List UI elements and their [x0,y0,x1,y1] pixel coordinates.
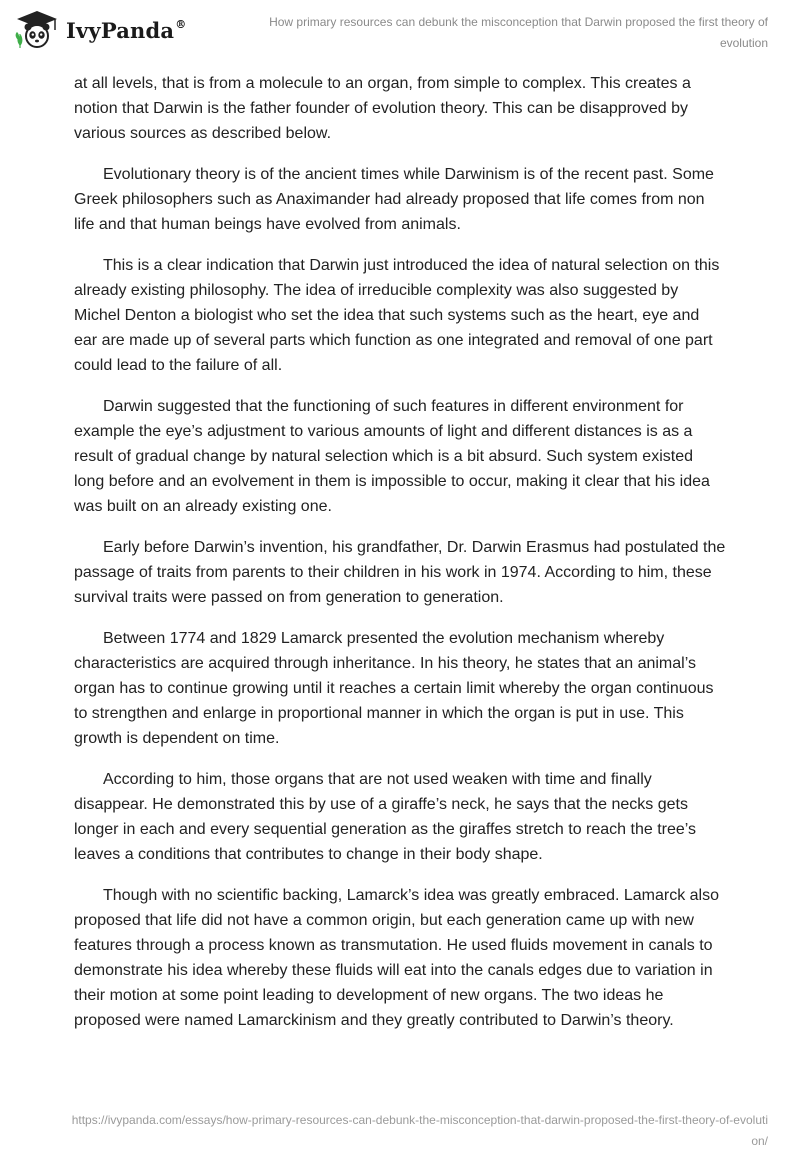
paragraph: at all levels, that is from a molecule to an organ, from simple to complex. This creates a notion that Darwin is the father founder of evolution theory. This can be disapproved by various sources as described below. [74,75,691,142]
paragraph: According to him, those organs that are not used weaken with time and finally disappear. He demonstrated this by use of a giraffe’s neck, he says that the necks gets longer in each and every sequential generation as the giraffes stretch to reach the tree’s leaves a conditions that contributes to change in their body shape. [74,771,697,863]
paragraph: Evolutionary theory is of the ancient times while Darwinism is of the recent past. Some Greek philosophers such as Anaximander had already proposed that life comes from non life and that human beings have evolved from animals. [74,166,714,233]
paragraph: This is a clear indication that Darwin just introduced the idea of natural selection on this already existing philosophy. The idea of irreducible complexity was also suggested by Michel Denton a biologist who set the idea that such systems such as the heart, eye and ear are made up of several parts which function as one integrated and removal of one part could lead to the failure of all. [74,257,720,374]
paragraph: Early before Darwin’s invention, his grandfather, Dr. Darwin Erasmus had postulated the passage of traits from parents to their children in his work in 1974. According to him, these survival traits were passed on from generation to generation. [74,539,726,606]
panda-graduate-icon [14,10,60,50]
document-title: How primary resources can debunk the misconception that Darwin proposed the first theory of evolution [269,15,768,50]
paragraph: Darwin suggested that the functioning of such features in different environment for example the eye’s adjustment to various amounts of light and different distances is as a result of gradual change by natural selection which is a bit absurd. Such system existed long before and an evolvement in them is impossible to occur, making it clear that his idea was built on an already existing one. [74,398,710,515]
logo-wordmark: IvyPanda [66,17,175,43]
source-url[interactable]: https://ivypanda.com/essays/how-primary-resources-can-debunk-the-misconception-that-darwin-proposed-the-first-theory-of-evolution/ [71,1113,768,1148]
logo[interactable] [14,10,186,50]
logo-text [66,18,186,43]
essay-body [74,71,726,1049]
registered-mark: ® [175,17,187,31]
paragraph: Between 1774 and 1829 Lamarck presented the evolution mechanism whereby characteristics are acquired through inheritance. In his theory, he states that an animal’s organ has to continue growing until it reaches a certain limit whereby the organ continuous to strengthen and enlarge in proportional manner in which the organ is put in use. This growth is dependent on time. [74,630,714,747]
paragraph: Though with no scientific backing, Lamarck’s idea was greatly embraced. Lamarck also proposed that life did not have a common origin, but each generation came up with new features through a process known as transmutation. He used fluids movement in canals to demonstrate his idea whereby these fluids will eat into the canals edges due to variation in their motion at some point leading to development of new organs. The two ideas he proposed were named Lamarckinism and they greatly contributed to Darwin’s theory. [74,887,719,1029]
page-header [0,0,800,66]
